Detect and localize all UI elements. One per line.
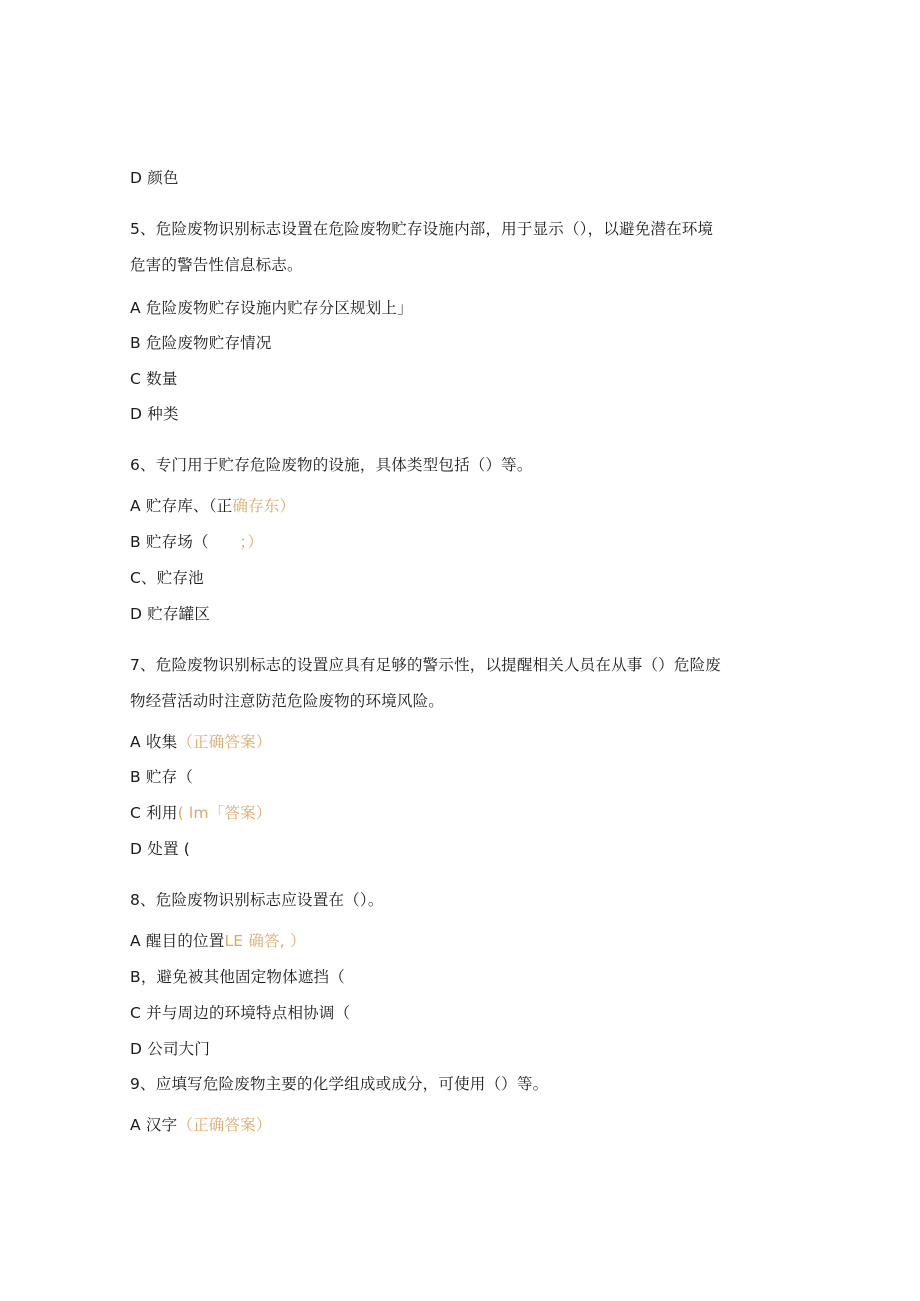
option-d-q6: D 贮存罐区 [130,605,211,623]
option-a-q6: A 贮存库、（正确存东） [130,497,296,515]
answer-mark: 确存东） [232,497,296,515]
answer-mark: LE 确答, ） [224,932,306,950]
option-d-q7: D 处置 ( [130,840,191,858]
option-a-q5: A 危险废物贮存设施内贮存分区规划上」 [130,299,413,317]
answer-mark: （正确答案） [177,733,272,751]
option-b-q6: B 贮存场（ ；） [130,533,264,551]
question-6: 6、专门用于贮存危险废物的设施，具体类型包括（）等。 [130,456,533,474]
option-b-q7: B 贮存（ [130,768,194,786]
option-d-q5: D 种类 [130,405,179,423]
question-5-line-1: 5、危险废物识别标志设置在危险废物贮存设施内部，用于显示（），以避免潜在环境 [130,220,714,238]
option-c-q5: C 数量 [130,370,178,388]
question-7-line-2: 物经营活动时注意防范危险废物的环境风险。 [130,692,445,710]
option-a-q9: A 汉字（正确答案） [130,1116,272,1134]
answer-mark: ( lm「答案） [177,804,272,822]
option-c-q7: C 利用( lm「答案） [130,804,272,822]
option-c-q8: C 并与周边的环境特点相协调（ [130,1004,351,1022]
question-7-line-1: 7、危险废物识别标志的设置应具有足够的警示性，以提醒相关人员在从事（）危险废 [130,656,721,674]
option-b-q5: B 危险废物贮存情况 [130,334,272,352]
question-8: 8、危险废物识别标志应设置在（）。 [130,891,384,909]
option-a-q8: A 醒目的位置LE 确答, ） [130,932,306,950]
option-b-q8: B，避免被其他固定物体遮挡（ [130,968,345,986]
option-d-q4: D 颜色 [130,169,179,187]
question-5-line-2: 危害的警告性信息标志。 [130,256,303,274]
answer-mark: ；） [208,533,264,551]
option-a-q7: A 收集（正确答案） [130,733,272,751]
option-d-q8: D 公司大门 [130,1040,211,1058]
option-c-q6: C、贮存池 [130,569,204,587]
question-9: 9、应填写危险废物主要的化学组成或成分，可使用（）等。 [130,1075,549,1093]
answer-mark: （正确答案） [177,1116,272,1134]
